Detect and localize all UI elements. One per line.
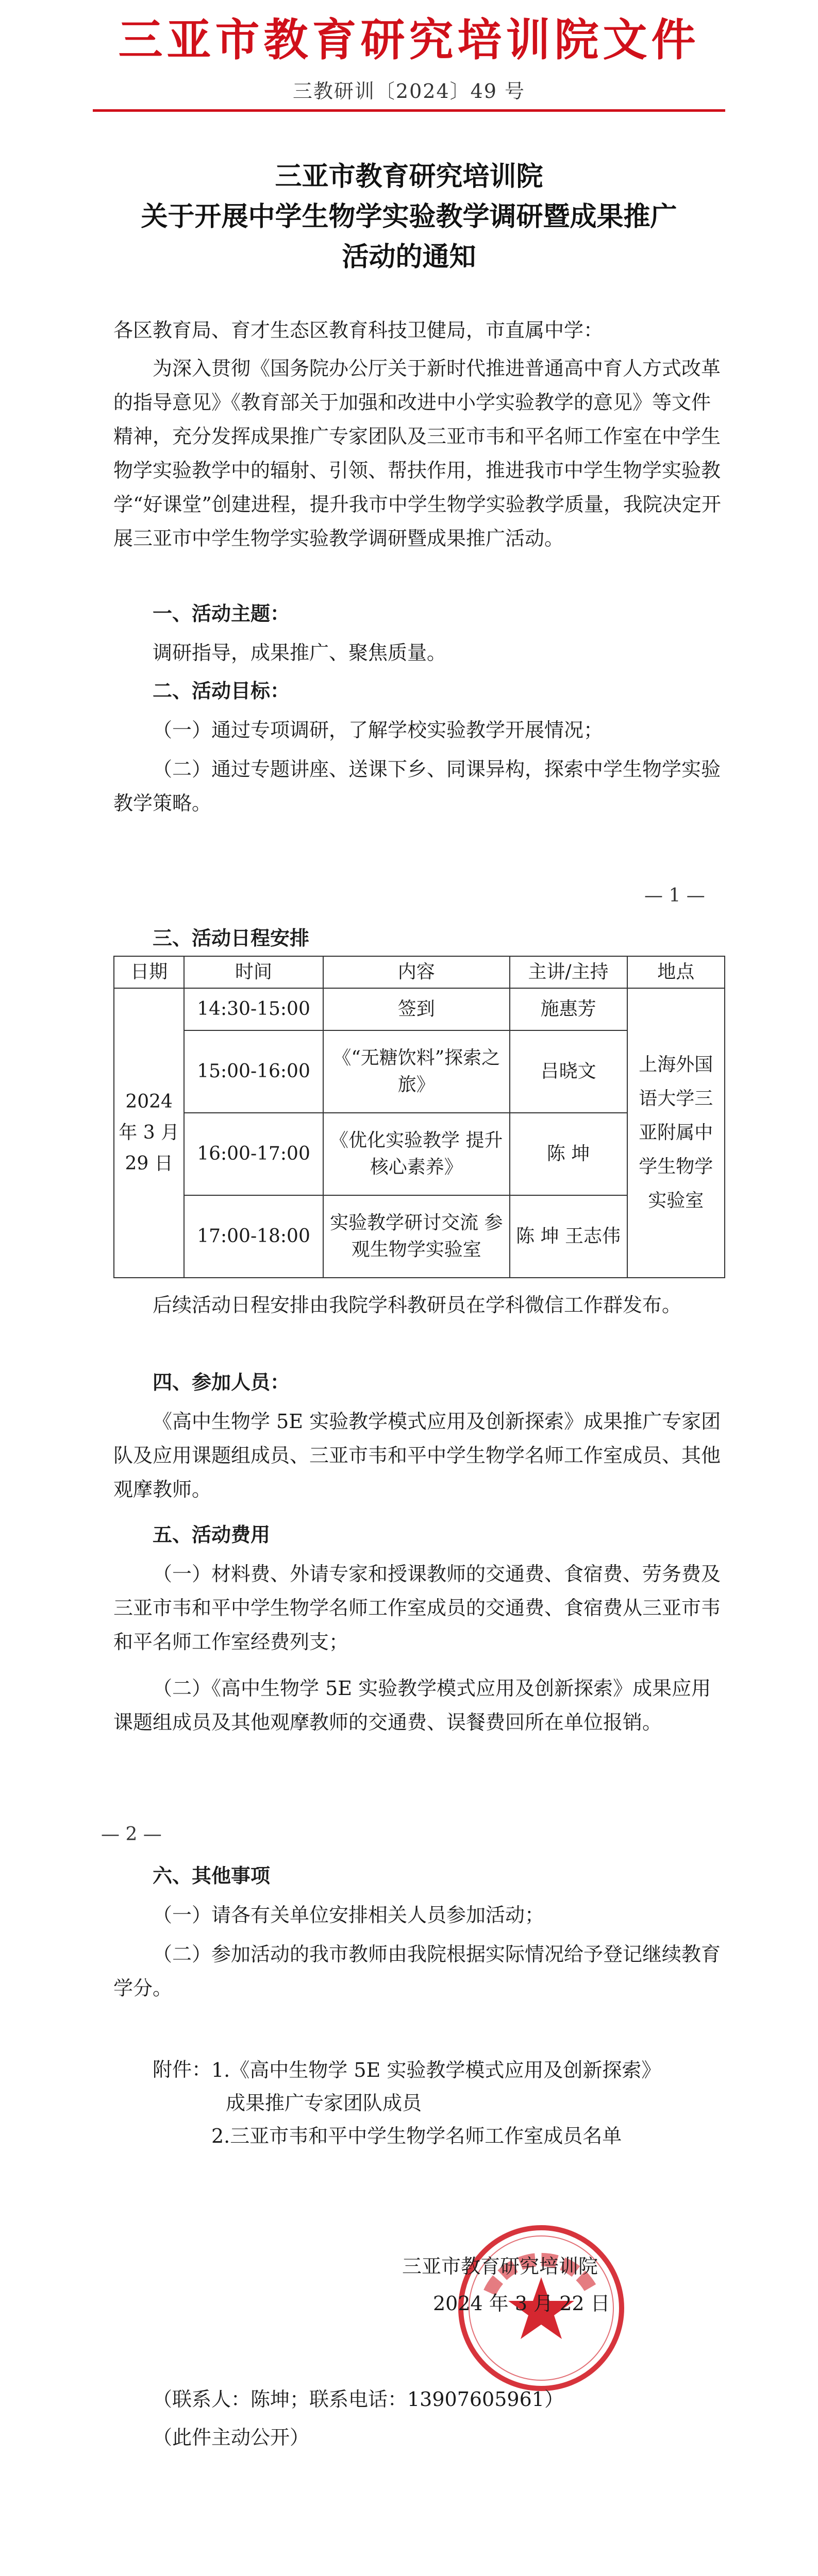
table-header-date: 日期	[114, 956, 184, 988]
schedule-content: 《优化实验教学 提升核心素养》	[323, 1113, 510, 1195]
red-divider-line	[93, 109, 725, 112]
section-6-item-1: （一）请各有关单位安排相关人员参加活动；	[153, 1904, 545, 1926]
schedule-time: 17:00-18:00	[184, 1195, 323, 1278]
attachment-item-1	[211, 2054, 661, 2153]
document-number: 三教研训〔2024〕49 号	[292, 80, 526, 103]
schedule-host: 陈 坤	[510, 1113, 627, 1195]
schedule-time: 16:00-17:00	[184, 1113, 323, 1195]
attachment-item-2: 2.三亚市韦和平中学生物学名师工作室成员名单	[211, 2125, 622, 2147]
contact-info: （联系人：陈坤；联系电话：13907605961）	[153, 2388, 564, 2411]
intro-paragraph: 为深入贯彻《国务院办公厅关于新时代推进普通高中育人方式改革的指导意见》《教育部关于加强和改进中小学实验教学的意见》等文件精神，充分发挥成果推广专家团队及三亚市韦和平名师工作室在中学生物学实验教学中的辐射、引领、帮扶作用，推进我市中学生物学实验教学“好课堂”创建进程，提升我市中学生物学实验教学质量，我院决定开展三亚市中学生物学实验教学调研暨成果推广活动。	[113, 357, 721, 550]
schedule-date-cell: 2024 年 3 月 29 日	[114, 988, 184, 1278]
section-2-item-1: （一）通过专项调研，了解学校实验教学开展情况；	[153, 719, 604, 741]
section-3-title: 三、活动日程安排	[153, 926, 310, 950]
attachment-item-1-line-b: 成果推广专家团队成员	[226, 2092, 422, 2114]
schedule-content: 签到	[323, 988, 510, 1030]
table-header-time: 时间	[184, 956, 323, 988]
schedule-table	[113, 956, 725, 1278]
table-row	[114, 988, 725, 1030]
schedule-content: 实验教学研讨交流 参观生物学实验室	[323, 1195, 510, 1278]
section-4-body: 《高中生物学 5E 实验教学模式应用及创新探索》成果推广专家团队及应用课题组成员、三亚市韦和平中学生物学名师工作室成员、其他观摩教师。	[113, 1410, 721, 1501]
section-3-after-note: 后续活动日程安排由我院学科教研员在学科微信工作群发布。	[153, 1294, 682, 1316]
section-1-body: 调研指导，成果推广、聚焦质量。	[153, 641, 447, 664]
table-header-host: 主讲/主持	[510, 956, 627, 988]
schedule-host: 陈 坤 王志伟	[510, 1195, 627, 1278]
section-5-item-2: （二）《高中生物学 5E 实验教学模式应用及创新探索》成果应用课题组成员及其他观摩教师的交通费、误餐费回所在单位报销。	[113, 1677, 711, 1734]
schedule-host: 吕晓文	[510, 1030, 627, 1113]
heading-line-1: 三亚市教育研究培训院	[275, 161, 543, 192]
section-2-item-2: （二）通过专题讲座、送课下乡、同课异构，探索中学生物学实验教学策略。	[113, 758, 721, 815]
document-org-title: 三亚市教育研究培训院文件	[118, 14, 700, 66]
section-1-title: 一、活动主题：	[153, 602, 290, 625]
schedule-location-cell: 上海外国语大学三亚附属中学生物学实验室	[627, 988, 725, 1278]
table-header-location: 地点	[627, 956, 725, 988]
section-2-title: 二、活动目标：	[153, 679, 290, 702]
heading-line-3: 活动的通知	[342, 241, 476, 273]
table-header-content: 内容	[323, 956, 510, 988]
schedule-time: 14:30-15:00	[184, 988, 323, 1030]
signature-date: 2024 年 3 月 22 日	[433, 2292, 610, 2315]
page-number-1: — 1 —	[644, 885, 705, 906]
section-6-item-2: （二）参加活动的我市教师由我院根据实际情况给予登记继续教育学分。	[113, 1943, 721, 1999]
section-4-title: 四、参加人员：	[153, 1370, 290, 1394]
page-number-2: — 2 —	[101, 1824, 162, 1845]
schedule-time: 15:00-16:00	[184, 1030, 323, 1113]
disclosure-note: （此件主动公开）	[153, 2426, 310, 2449]
attachments-label: 附件：	[153, 2058, 212, 2081]
section-5-item-1: （一）材料费、外请专家和授课教师的交通费、食宿费、劳务费及三亚市韦和平中学生物学名师工作室成员的交通费、食宿费从三亚市韦和平名师工作室经费列支；	[113, 1563, 721, 1653]
heading-line-2: 关于开展中学生物学实验教学调研暨成果推广	[141, 201, 677, 232]
salutation: 各区教育局、育才生态区教育科技卫健局，市直属中学：	[113, 319, 604, 342]
schedule-host: 施惠芳	[510, 988, 627, 1030]
section-6-title: 六、其他事项	[153, 1864, 271, 1887]
attachment-item-1-line-a: 1.《高中生物学 5E 实验教学模式应用及创新探索》	[211, 2059, 661, 2081]
schedule-content: 《“无糖饮料”探索之旅》	[323, 1030, 510, 1113]
signature-org: 三亚市教育研究培训院	[402, 2255, 598, 2278]
section-5-title: 五、活动费用	[153, 1523, 271, 1546]
